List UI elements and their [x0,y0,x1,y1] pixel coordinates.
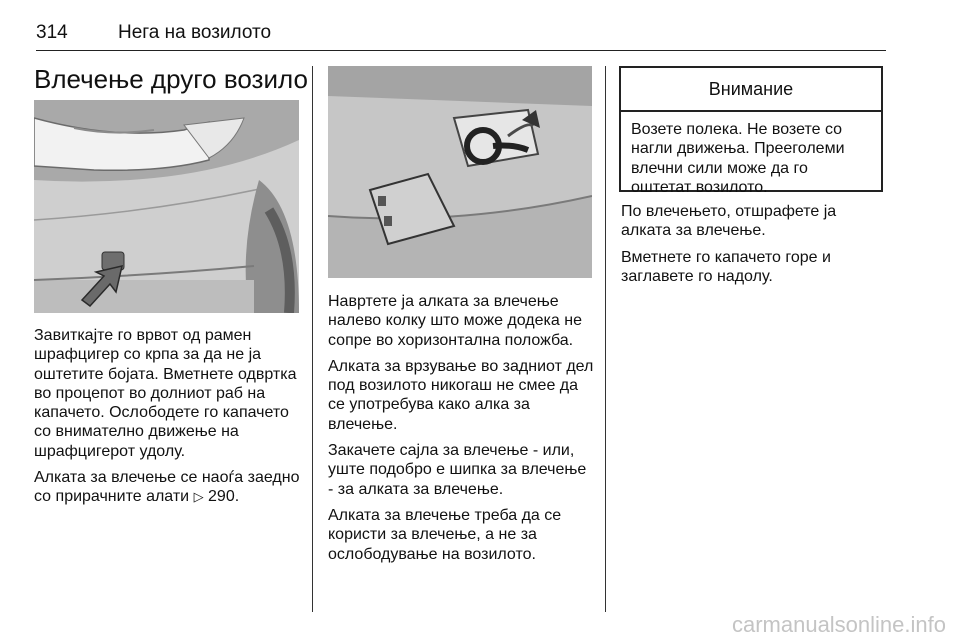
warning-title: Внимание [621,68,881,112]
left-column [34,326,302,514]
right-column [621,202,883,293]
middle-column [328,292,596,571]
column-divider-2 [605,66,606,612]
column-divider-1 [312,66,313,612]
warning-text: Возете полека. Не возете со нагли движења. Прееголеми влечни сили може да го оштетат возилото. [631,121,845,196]
warning-box [619,66,883,196]
header-title: Нега на возилото [118,22,272,43]
towing-eye-illustration [328,66,592,278]
mid-para-4: Алката за влечење треба да се користи за влечење, а не за ослободување на возилото. [328,506,562,563]
mid-para-1: Навртете ја алката за влечење налево колку што може додека не сопре во хоризонтална положба. [328,293,582,349]
left-para-1: Завиткајте го врвот од рамен шрафцигер со крпа за да не ја оштетите бојата. Вметнете одвртка во процепот во долниот раб на капачето. Ослободете го капачето со внимателно движење на шрафцигерот удолу. [34,327,297,460]
left-para-2 [34,468,302,507]
reference-arrow-icon: ▷ [193,489,204,505]
watermark: carmanualsonline.info [731,612,946,637]
header-rule [36,50,886,51]
towing-eye-drawing [328,66,592,278]
bumper-illustration [34,100,299,313]
right-para-2: Вметнете го капачето горе и заглавете го надолу. [621,248,831,285]
mid-para-3: Закачете сајла за влечење - или, уште подобро е шипка за влечење - за алката за влечење. [328,442,587,498]
bumper-drawing [34,100,299,313]
section-title: Влечење друго возило [34,64,308,94]
left-para-2-ref: 290. [208,488,240,506]
page-number: 314 [36,22,68,43]
right-para-1: По влечењето, отшрафете ја алката за влечење. [621,203,837,240]
page-header [36,22,886,52]
mid-para-2: Алката за врзување во задниот дел под возилото никогаш не смее да се употребува како алка за влечење. [328,357,594,433]
left-para-2-text: Алката за влечење се наоѓа заедно со прирачните алати [34,469,300,506]
